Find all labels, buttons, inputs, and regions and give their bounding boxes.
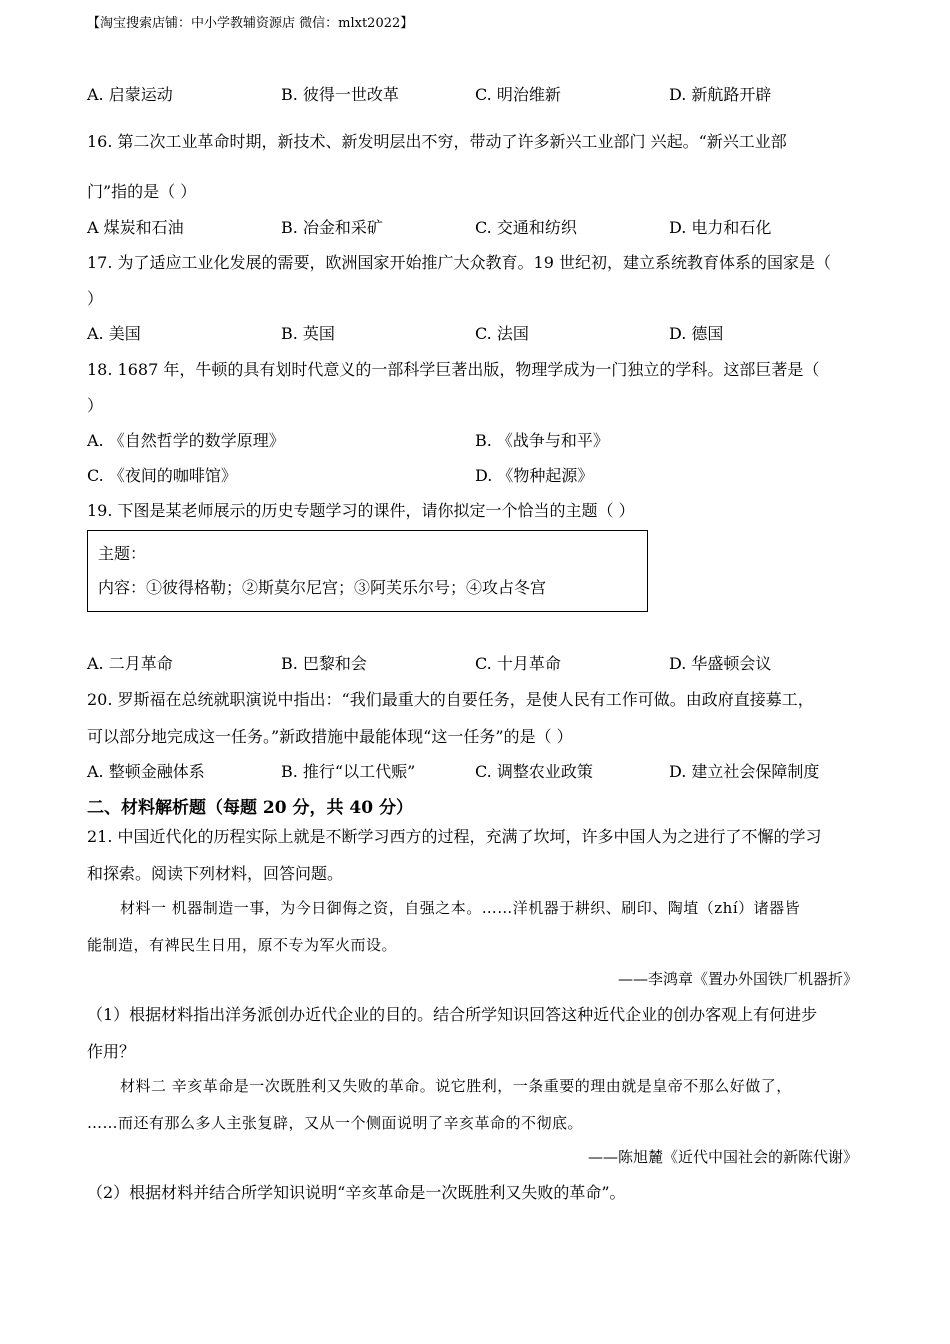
q15-option-c: C. 明治维新 [475, 85, 561, 104]
q16-option-b: B. 冶金和采矿 [281, 218, 383, 237]
q21-sub1-line2: 作用？ [87, 1042, 136, 1061]
courseware-content: 内容：①彼得格勒；②斯莫尔尼宫；③阿芙乐尔号；④攻占冬宫 [98, 578, 547, 597]
q21-sub1-line1: （1）根据材料指出洋务派创办近代企业的目的。结合所学知识回答这种近代企业的创办客观上有何进步 [87, 1005, 818, 1024]
material1-source: ——李鸿章《置办外国铁厂机器折》 [617, 970, 858, 988]
q18-option-c: C. 《夜间的咖啡馆》 [87, 466, 237, 485]
q20-option-d: D. 建立社会保障制度 [669, 762, 820, 781]
q16-option-a: A 煤炭和石油 [87, 218, 184, 237]
section-heading: 二、材料解析题（每题 20 分，共 40 分） [87, 798, 413, 818]
q15-option-b: B. 彼得一世改革 [281, 85, 399, 104]
q18-option-a: A. 《自然哲学的数学原理》 [87, 431, 285, 450]
q18-option-d: D. 《物种起源》 [475, 466, 594, 485]
q16-option-c: C. 交通和纺织 [475, 218, 577, 237]
q18-stem-line1: 18. 1687 年，牛顿的具有划时代意义的一部科学巨著出版，物理学成为一门独立的学科。这部巨著是（ [87, 360, 820, 379]
material2-line2: ……而还有那么多人主张复辟，又从一个侧面说明了辛亥革命的不彻底。 [87, 1114, 584, 1132]
q19-option-d: D. 华盛顿会议 [669, 654, 772, 673]
q20-option-b: B. 推行“以工代赈” [281, 762, 416, 781]
q19-stem: 19. 下图是某老师展示的历史专题学习的课件，请你拟定一个恰当的主题（ ） [87, 501, 635, 520]
q17-option-c: C. 法国 [475, 324, 529, 343]
material1-line2: 能制造，有裨民生日用，原不专为军火而设。 [87, 936, 398, 954]
q15-option-d: D. 新航路开辟 [669, 85, 772, 104]
courseware-topic: 主题： [98, 544, 147, 563]
q18-stem-line2: ） [87, 396, 104, 415]
q17-option-d: D. 德国 [669, 324, 724, 343]
q17-stem-line2: ） [87, 289, 104, 308]
q20-stem-line2: 可以部分地完成这一任务。”新政措施中最能体现“这一任务”的是（ ） [87, 727, 573, 746]
q16-stem-line2: 门”指的是（ ） [87, 182, 197, 201]
q19-option-b: B. 巴黎和会 [281, 654, 367, 673]
material1-line1: 材料一 机器制造一事，为今日御侮之资，自强之本。……洋机器于耕织、刷印、陶埴（zhí）诸器皆 [120, 899, 801, 917]
q19-option-c: C. 十月革命 [475, 654, 561, 673]
q21-stem-line2: 和探索。阅读下列材料，回答问题。 [87, 864, 344, 883]
q17-option-b: B. 英国 [281, 324, 335, 343]
q20-option-c: C. 调整农业政策 [475, 762, 593, 781]
q18-option-b: B. 《战争与和平》 [475, 431, 609, 450]
courseware-box [87, 530, 648, 612]
material2-line1: 材料二 辛亥革命是一次既胜利又失败的革命。说它胜利，一条重要的理由就是皇帝不那么好做了， [120, 1077, 792, 1095]
header-watermark: 【淘宝搜索店铺：中小学教辅资源店 微信：mlxt2022】 [87, 16, 414, 31]
q20-option-a: A. 整顿金融体系 [87, 762, 205, 781]
q16-option-d: D. 电力和石化 [669, 218, 772, 237]
q16-stem-line1: 16. 第二次工业革命时期，新技术、新发明层出不穷，带动了许多新兴工业部门 兴起。“新兴工业部 [87, 132, 787, 151]
q15-option-a: A. 启蒙运动 [87, 85, 173, 104]
q21-stem-line1: 21. 中国近代化的历程实际上就是不断学习西方的过程，充满了坎坷，许多中国人为之进行了不懈的学习 [87, 827, 822, 846]
q19-option-a: A. 二月革命 [87, 654, 173, 673]
q17-option-a: A. 美国 [87, 324, 141, 343]
q21-sub2: （2）根据材料并结合所学知识说明“辛亥革命是一次既胜利又失败的革命”。 [87, 1183, 626, 1202]
q17-stem-line1: 17. 为了适应工业化发展的需要，欧洲国家开始推广大众教育。19 世纪初，建立系统教育体系的国家是（ [87, 253, 831, 272]
material2-source: ——陈旭麓《近代中国社会的新陈代谢》 [587, 1148, 858, 1166]
q20-stem-line1: 20. 罗斯福在总统就职演说中指出：“我们最重大的自要任务，是使人民有工作可做。由政府直接募工， [87, 690, 814, 709]
